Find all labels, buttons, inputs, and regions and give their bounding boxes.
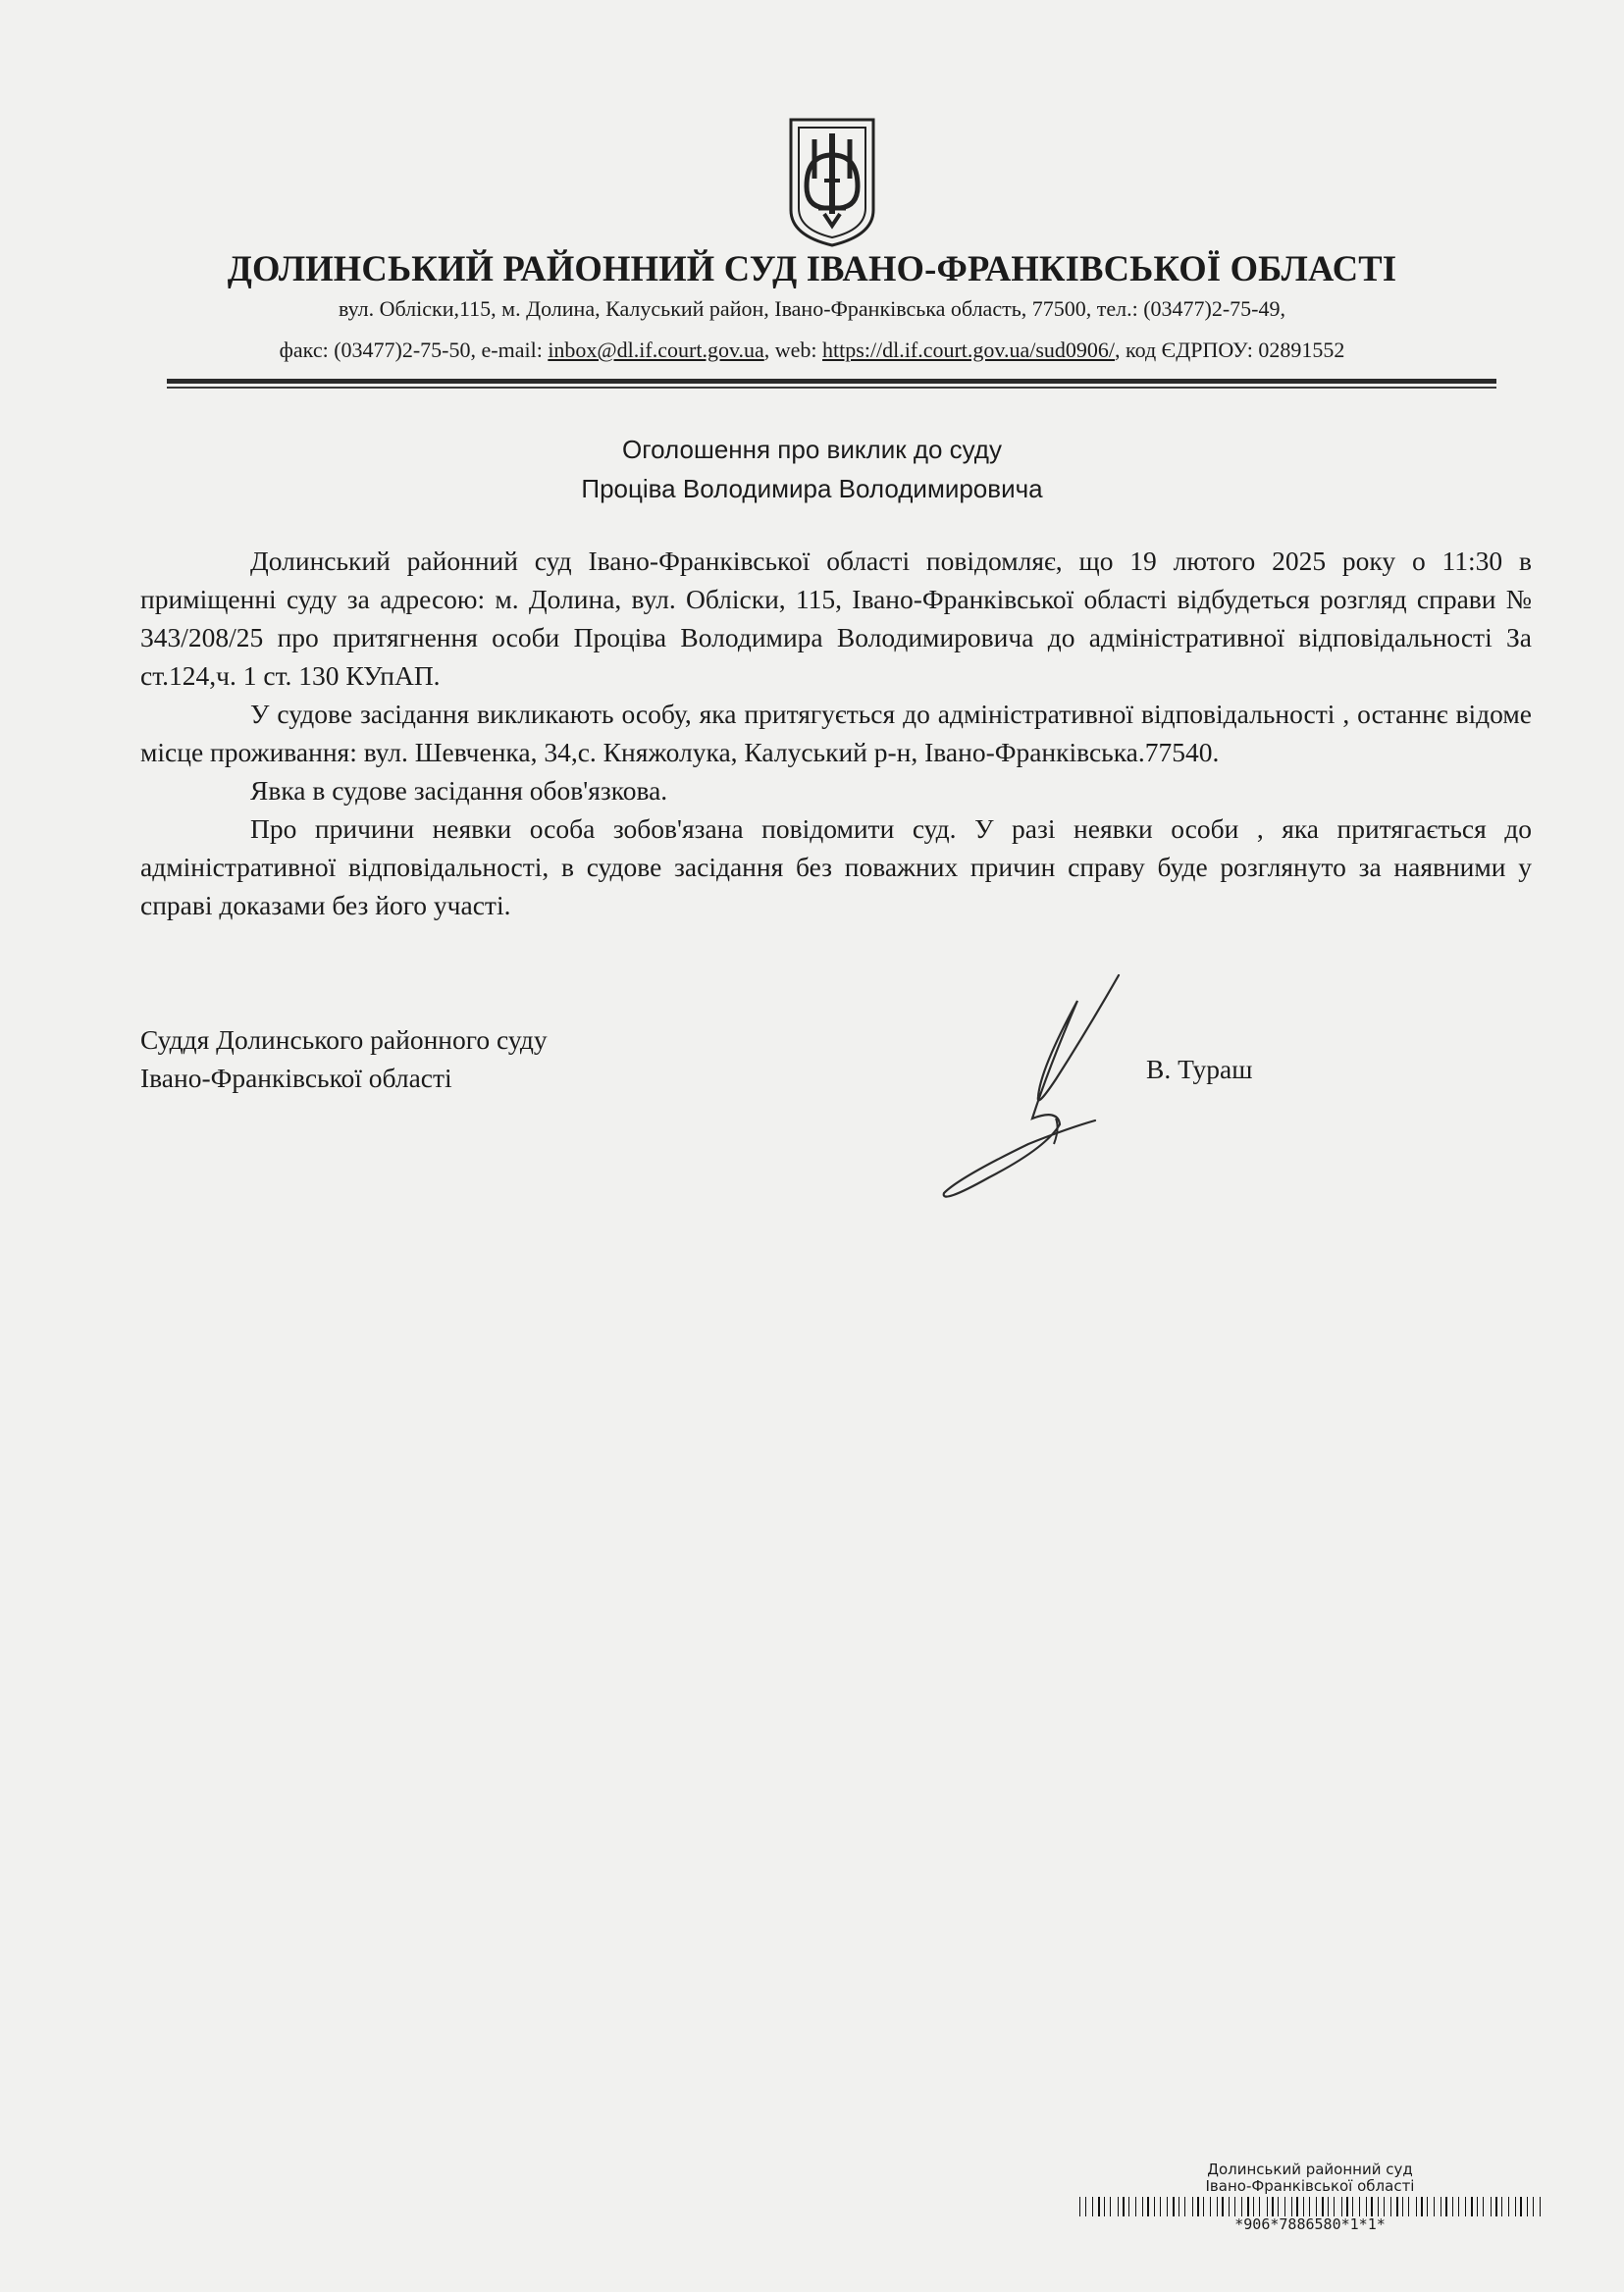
judge-name: В. Тураш [1146, 1054, 1253, 1084]
paragraph-summons: У судове засідання викликають особу, яка притягується до адміністративної відповідальності , останнє відоме місце проживання: вул. Шевченка, 34,с. Княжолука, Калуський р-н, Івано-Франківська.77540. [140, 699, 1532, 767]
web-label: , web: [763, 338, 823, 362]
notice-title: Оголошення про виклик до суду [622, 435, 1002, 464]
paragraph-absence: Про причини неявки особа зобов'язана повідомити суд. У разі неявки особи , яка притягається до адміністративної відповідальності, в судове засідання без поважних причин справу буде розглянуто за наявними у справі доказами без його участі. [140, 813, 1532, 920]
stamp-court-name: Долинський районний суд [1207, 2161, 1413, 2178]
stamp-region: Івано-Франківської області [1205, 2177, 1415, 2195]
email-link[interactable]: inbox@dl.if.court.gov.ua [548, 338, 764, 362]
court-contacts [0, 338, 1624, 363]
edrpou-code: , код ЄДРПОУ: 02891552 [1115, 338, 1345, 362]
website-link[interactable]: https://dl.if.court.gov.ua/sud0906/ [822, 338, 1116, 362]
judge-position-line1: Суддя Долинського районного суду [140, 1024, 548, 1055]
registration-stamp [1074, 2162, 1545, 2233]
court-address: вул. Обліски,115, м. Долина, Калуський район, Івано-Франківська область, 77500, тел.: (03477)2-75-49, [338, 296, 1286, 321]
barcode-icon [1079, 2197, 1541, 2216]
fax-text: факс: (03477)2-75-50, e-mail: [279, 338, 549, 362]
judge-position-line2: Івано-Франківської області [140, 1063, 452, 1093]
coat-of-arms-icon [785, 116, 879, 249]
paragraph-hearing: Долинський районний суд Івано-Франківської області повідомляє, що 19 лютого 2025 року о 11:30 в приміщенні суду за адресою: м. Долина, вул. Обліски, 115, Івано-Франківської області відбудеться розгляд справи № 343/208/25 про притягнення особи Проціва Володимира Володимировича до адміністративної відповідальності За ст.124,ч. 1 ст. 130 КУпАП. [140, 546, 1532, 691]
handwritten-signature-icon [930, 971, 1126, 1212]
judge-position [140, 1020, 548, 1097]
header-divider [167, 379, 1496, 384]
notice-person: Проціва Володимира Володимировича [581, 474, 1043, 503]
header-divider-thin [167, 387, 1496, 389]
notice-body [140, 542, 1532, 924]
court-name: ДОЛИНСЬКИЙ РАЙОННИЙ СУД ІВАНО-ФРАНКІВСЬКОЇ ОБЛАСТІ [227, 248, 1397, 288]
barcode-code: *906*7886580*1*1* [1234, 2215, 1386, 2233]
paragraph-attendance: Явка в судове засідання обов'язкова. [250, 775, 668, 806]
